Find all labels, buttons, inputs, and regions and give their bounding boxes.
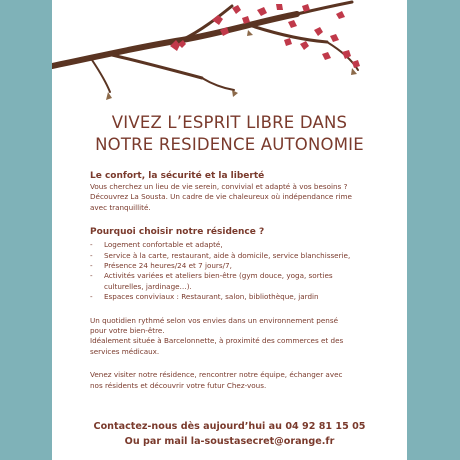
- paragraph-location-line-2: services médicaux.: [90, 346, 160, 356]
- list-item: - Espaces conviviaux : Restaurant, salon, bibliothèque, jardin: [90, 292, 380, 302]
- paragraph-daily-line-1: Un quotidien rythmé selon vos envies dans un environnement pensé: [90, 315, 338, 325]
- section-heading-why: Pourquoi choisir notre résidence ?: [90, 227, 265, 238]
- benefits-list: [90, 240, 380, 302]
- paragraph-visit-line-1: Venez visiter notre résidence, rencontrer notre équipe, échanger avec: [90, 370, 343, 380]
- paragraph-daily-line-2: pour votre bien-être.: [90, 326, 165, 336]
- flyer-content: [90, 170, 380, 391]
- list-item: - Présence 24 heures/24 et 7 jours/7,: [90, 261, 380, 271]
- contact-phone-line: Contactez-nous dès aujourd’hui au 04 92 81 15 05: [93, 421, 366, 432]
- contact-mail-line: Ou par mail la-soustasecret@orange.fr: [124, 436, 335, 447]
- section-heading-comfort: Le confort, la sécurité et la liberté: [90, 171, 265, 181]
- blossom-branch-illustration: [52, 0, 407, 110]
- flyer-sheet: [52, 0, 407, 460]
- list-item: - Service à la carte, restaurant, aide à domicile, service blanchisserie,: [90, 251, 380, 261]
- intro-line-2: Découvrez La Sousta. Un cadre de vie chaleureux où indépendance rime: [90, 192, 352, 202]
- list-item-continuation: culturelles, jardinage…).: [104, 281, 192, 291]
- title-line-2: NOTRE RESIDENCE AUTONOMIE: [95, 135, 364, 154]
- intro-line-3: avec tranquillité.: [90, 202, 151, 212]
- contact-block: [52, 419, 407, 449]
- intro-line-1: Vous cherchez un lieu de vie serein, convivial et adapté à vos besoins ?: [90, 182, 348, 191]
- list-item: - Logement confortable et adapté,: [90, 240, 380, 250]
- paragraph-location-line-1: Idéalement située à Barcelonnette, à proximité des commerces et des: [90, 336, 344, 346]
- title-line-1: VIVEZ L’ESPRIT LIBRE DANS: [111, 113, 348, 132]
- paragraph-visit-line-2: nos résidents et découvrir votre futur Chez-vous.: [90, 380, 267, 390]
- page-title: [52, 112, 407, 156]
- list-item: - Activités variées et ateliers bien-être (gym douce, yoga, sorties: [90, 271, 380, 281]
